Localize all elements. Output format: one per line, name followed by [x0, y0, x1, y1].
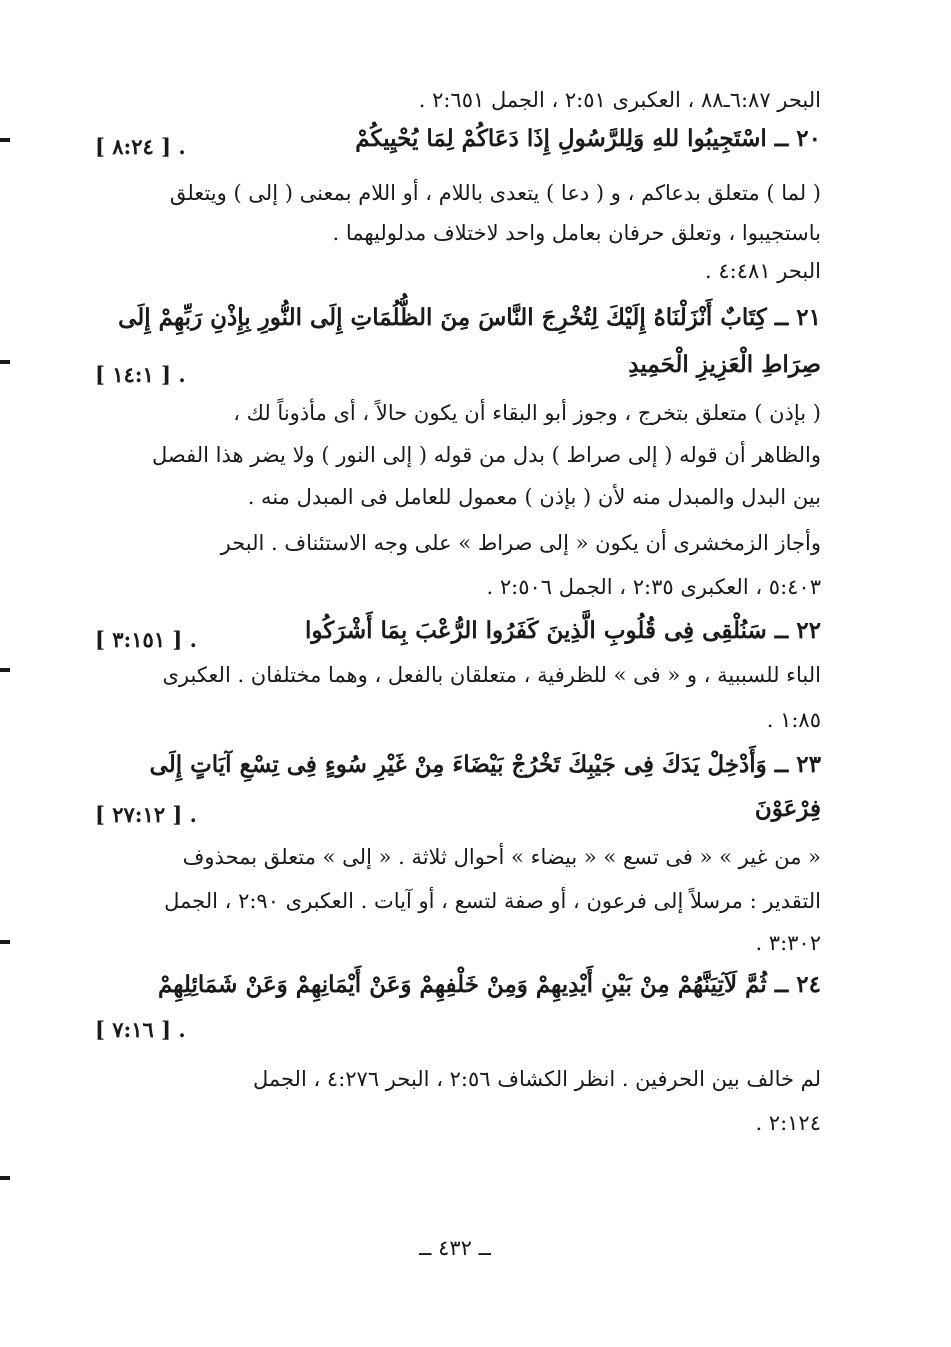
- verse-line: ٢٠ ــ اسْتَجِيبُوا للهِ وَلِلرَّسُولِ إِذَا دَعَاكُمْ لِمَا يُحْيِيكُمْ: [355, 125, 821, 152]
- verse-reference: [ ٢٧:١٢ ] .: [95, 802, 197, 827]
- commentary-line: ( بإذن ) متعلق بتخرج ، وجوز أبو البقاء أن يكون حالاً ، أى مأذوناً لك ،: [233, 401, 821, 425]
- commentary-line: والظاهر أن قوله ( إلى صراط ) بدل من قوله ( إلى النور ) ولا يضر هذا الفصل: [152, 443, 821, 467]
- verse-reference: [ ٣:١٥١ ] .: [95, 627, 197, 652]
- source-line: ٢:١٢٤ .: [755, 1111, 821, 1135]
- commentary-line: « من غير » « فى تسع » « بيضاء » أحوال ثلاثة . « إلى » متعلق بمحذوف: [182, 845, 821, 869]
- commentary-line: باستجيبوا ، وتعلق حرفان بعامل واحد لاختلاف مدلوليهما .: [332, 221, 821, 245]
- left-margin-mark: [0, 1176, 10, 1180]
- verse-line: ٢٢ ــ سَنُلْقِى فِى قُلُوبِ الَّذِينَ كَفَرُوا الرُّعْبَ بِمَا أَشْرَكُوا: [304, 617, 821, 644]
- source-line: ٥:٤٠٣ ، العكبرى ٢:٣٥ ، الجمل ٢:٥٠٦ .: [486, 575, 821, 599]
- page-number: ــ ٤٣٢ ــ: [419, 1236, 491, 1260]
- verse-line: ٢٤ ــ ثُمَّ لَآتِيَنَّهُمْ مِنْ بَيْنِ أَيْدِيهِمْ وَمِنْ خَلْفِهِمْ وَعَنْ أَيْمَانِهِمْ وَعَنْ شَمَائِلِهِمْ: [157, 971, 821, 998]
- text-line: البحر ٦:٨٧ـ٨٨ ، العكبرى ٢:٥١ ، الجمل ٢:٦٥١ .: [418, 88, 821, 112]
- verse-line: ٢٣ ــ وَأَدْخِلْ يَدَكَ فِى جَيْبِكَ تَخْرُجْ بَيْضَاءَ مِنْ غَيْرِ سُوءٍ فِى تِسْعِ آيَاتٍ إِلَى: [149, 751, 821, 778]
- commentary-line: ( لما ) متعلق بدعاكم ، و ( دعا ) يتعدى باللام ، أو اللام بمعنى ( إلى ) ويتعلق: [169, 181, 821, 205]
- left-margin-mark: [0, 668, 10, 672]
- source-line: البحر ٤:٤٨١ .: [705, 259, 821, 283]
- verse-line: ٢١ ــ كِتَابٌ أَنْزَلْنَاهُ إِلَيْكَ لِتُخْرِجَ النَّاسَ مِنَ الظُّلُمَاتِ إِلَى النُّورِ بِإِذْنِ رَبِّهِمْ إِلَى: [118, 304, 821, 331]
- commentary-line: الباء للسببية ، و « فى » للظرفية ، متعلقان بالفعل ، وهما مختلفان . العكبرى: [162, 663, 821, 687]
- source-line: ١:٨٥ .: [766, 708, 821, 732]
- left-margin-mark: [0, 360, 10, 364]
- verse-reference: [ ٧:١٦ ] .: [95, 1017, 186, 1042]
- verse-line: فِرْعَوْنَ: [754, 795, 821, 822]
- commentary-line: لم خالف بين الحرفين . انظر الكشاف ٢:٥٦ ، البحر ٤:٢٧٦ ، الجمل: [252, 1067, 821, 1091]
- commentary-line: التقدير : مرسلاً إلى فرعون ، أو صفة لتسع ، أو آيات . العكبرى ٢:٩٠ ، الجمل: [164, 889, 821, 913]
- verse-reference: [ ١٤:١ ] .: [95, 362, 186, 387]
- commentary-line: وأجاز الزمخشرى أن يكون « إلى صراط » على وجه الاستئناف . البحر: [220, 531, 821, 555]
- source-line: ٣:٣٠٢ .: [755, 931, 821, 955]
- left-margin-mark: [0, 138, 10, 142]
- verse-line: صِرَاطِ الْعَزِيزِ الْحَمِيدِ: [628, 351, 821, 378]
- commentary-line: بين البدل والمبدل منه لأن ( بإذن ) معمول للعامل فى المبدل منه .: [247, 485, 821, 509]
- left-margin-mark: [0, 940, 10, 944]
- verse-reference: [ ٨:٢٤ ] .: [95, 134, 186, 159]
